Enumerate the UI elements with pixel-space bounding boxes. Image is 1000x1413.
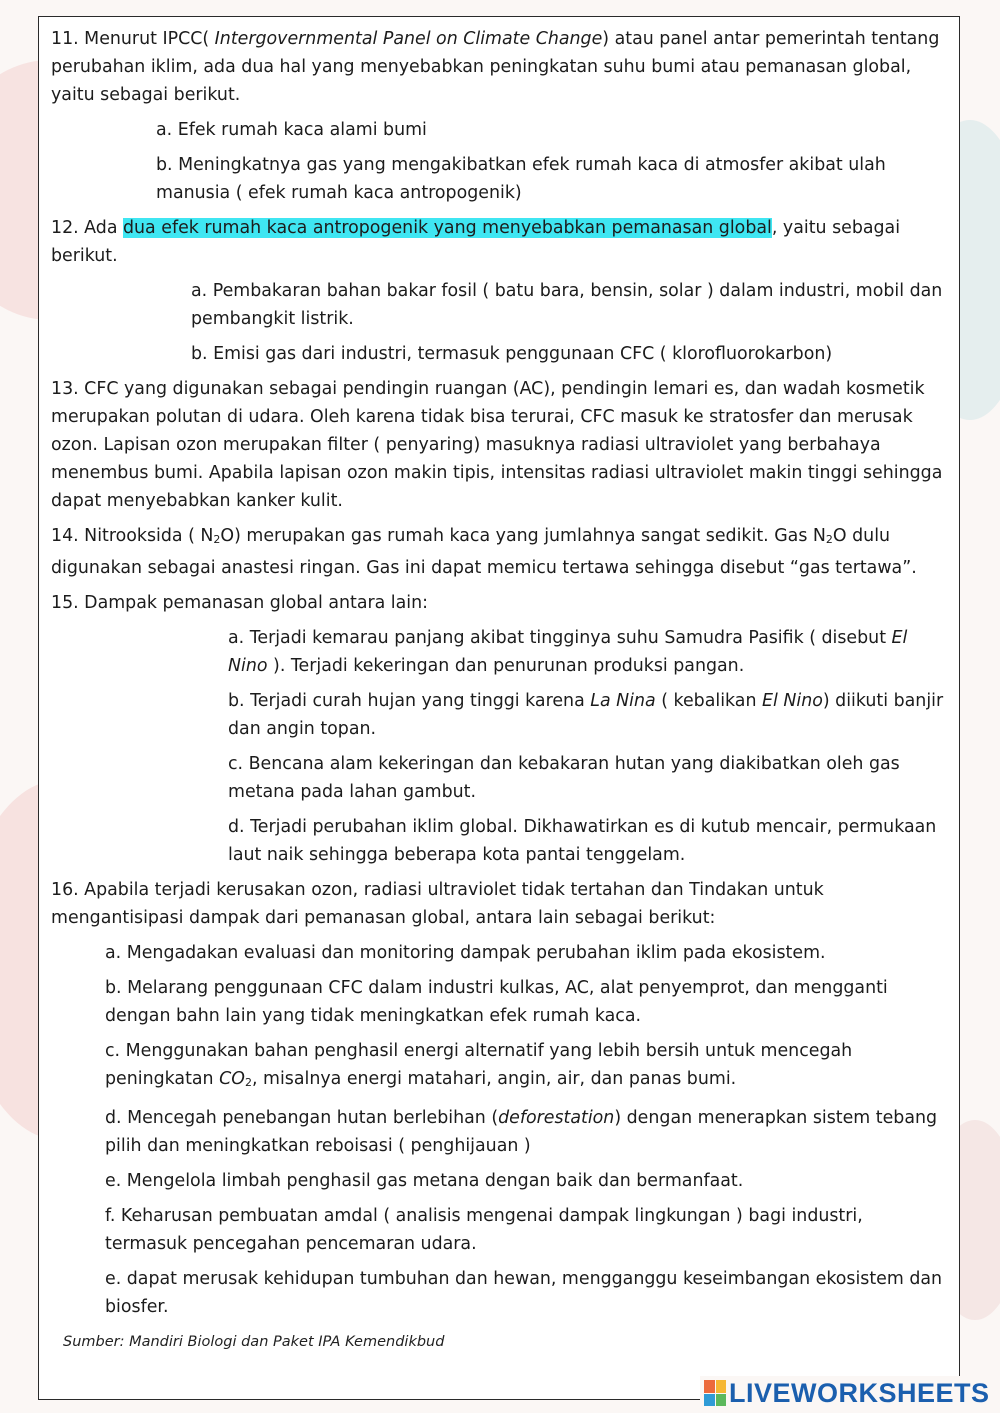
paragraph-16-item-b: b. Melarang penggunaan CFC dalam industri kulkas, AC, alat penyemprot, dan mengganti dengan bahn lain yang tidak meningkatkan efek rumah kaca. <box>105 978 888 1026</box>
paragraph-11-item-b: b. Meningkatnya gas yang mengakibatkan efek rumah kaca di atmosfer akibat ulah manusia ( efek rumah kaca antropogenik) <box>156 155 886 203</box>
paragraph-12: 12. Ada dua efek rumah kaca antropogenik yang menyebabkan pemanasan global, yaitu sebagai berikut. <box>51 218 901 266</box>
liveworksheets-logo-icon <box>704 1380 726 1406</box>
paragraph-16-item-a: a. Mengadakan evaluasi dan monitoring dampak perubahan iklim pada ekosistem. <box>105 943 826 963</box>
paragraph-12-item-a: a. Pembakaran bahan bakar fosil ( batu bara, bensin, solar ) dalam industri, mobil dan pembangkit listrik. <box>191 281 943 329</box>
ipcc-full-name: Intergovernmental Panel on Climate Change <box>214 29 603 49</box>
worksheet-content <box>51 25 947 1356</box>
paragraph-14: 14. Nitrooksida ( N2O) merupakan gas rumah kaca yang jumlahnya sangat sedikit. Gas N2O dulu digunakan sebagai anastesi ringan. Gas ini dapat memicu tertawa sehingga disebut “gas tertawa”. <box>51 526 917 578</box>
paragraph-16-item-c: c. Menggunakan bahan penghasil energi alternatif yang lebih bersih untuk mencegah peningkatan CO2, misalnya energi matahari, angin, air, dan panas bumi. <box>105 1041 853 1089</box>
paragraph-15-item-c: c. Bencana alam kekeringan dan kebakaran hutan yang diakibatkan oleh gas metana pada lahan gambut. <box>228 754 900 802</box>
paragraph-16-item-e: e. Mengelola limbah penghasil gas metana dengan baik dan bermanfaat. <box>105 1171 744 1191</box>
paragraph-15-item-a: a. Terjadi kemarau panjang akibat tingginya suhu Samudra Pasifik ( disebut El Nino ). Terjadi kekeringan dan penurunan produksi pangan. <box>228 628 908 676</box>
paragraph-16: 16. Apabila terjadi kerusakan ozon, radiasi ultraviolet tidak tertahan dan Tindakan untuk mengantisipasi dampak dari pemanasan global, antara lain sebagai berikut: <box>51 880 824 928</box>
paragraph-16-item-e2: e. dapat merusak kehidupan tumbuhan dan hewan, mengganggu keseimbangan ekosistem dan biosfer. <box>105 1269 943 1317</box>
source-citation: Sumber: Mandiri Biologi dan Paket IPA Kemendikbud <box>63 1334 445 1350</box>
paragraph-15-item-d: d. Terjadi perubahan iklim global. Dikhawatirkan es di kutub mencair, permukaan laut naik sehingga beberapa kota pantai tenggelam. <box>228 817 937 865</box>
paragraph-15-item-b: b. Terjadi curah hujan yang tinggi karena La Nina ( kebalikan El Nino) diikuti banjir dan angin topan. <box>228 691 944 739</box>
paragraph-11-item-a: a. Efek rumah kaca alami bumi <box>156 120 427 140</box>
worksheet-page <box>38 16 960 1400</box>
paragraph-11: 11. Menurut IPCC( Intergovernmental Panel on Climate Change) atau panel antar pemerintah tentang perubahan iklim, ada dua hal yang menyebabkan peningkatan suhu bumi atau pemanasan global, yaitu sebagai berikut. <box>51 29 940 105</box>
paragraph-16-item-f: f. Keharusan pembuatan amdal ( analisis mengenai dampak lingkungan ) bagi industri, termasuk pencegahan pencemaran udara. <box>105 1206 863 1254</box>
liveworksheets-logo[interactable] <box>700 1376 994 1410</box>
paragraph-12-item-b: b. Emisi gas dari industri, termasuk penggunaan CFC ( klorofluorokarbon) <box>191 344 833 364</box>
paragraph-16-item-d: d. Mencegah penebangan hutan berlebihan (deforestation) dengan menerapkan sistem tebang pilih dan meningkatkan reboisasi ( penghijauan ) <box>105 1108 938 1156</box>
highlighted-phrase: dua efek rumah kaca antropogenik yang menyebabkan pemanasan global <box>123 218 772 238</box>
paragraph-15: 15. Dampak pemanasan global antara lain: <box>51 593 429 613</box>
logo-text: LIVEWORKSHEETS <box>729 1377 990 1408</box>
paragraph-13: 13. CFC yang digunakan sebagai pendingin ruangan (AC), pendingin lemari es, dan wadah kosmetik merupakan polutan di udara. Oleh karena tidak bisa terurai, CFC masuk ke stratosfer dan merusak ozon. Lapisan ozon merupakan filter ( penyaring) masuknya radiasi ultraviolet yang berbahaya menembus bumi. Apabila lapisan ozon makin tipis, intensitas radiasi ultraviolet makin tinggi sehingga dapat menyebabkan kanker kulit. <box>51 379 943 511</box>
